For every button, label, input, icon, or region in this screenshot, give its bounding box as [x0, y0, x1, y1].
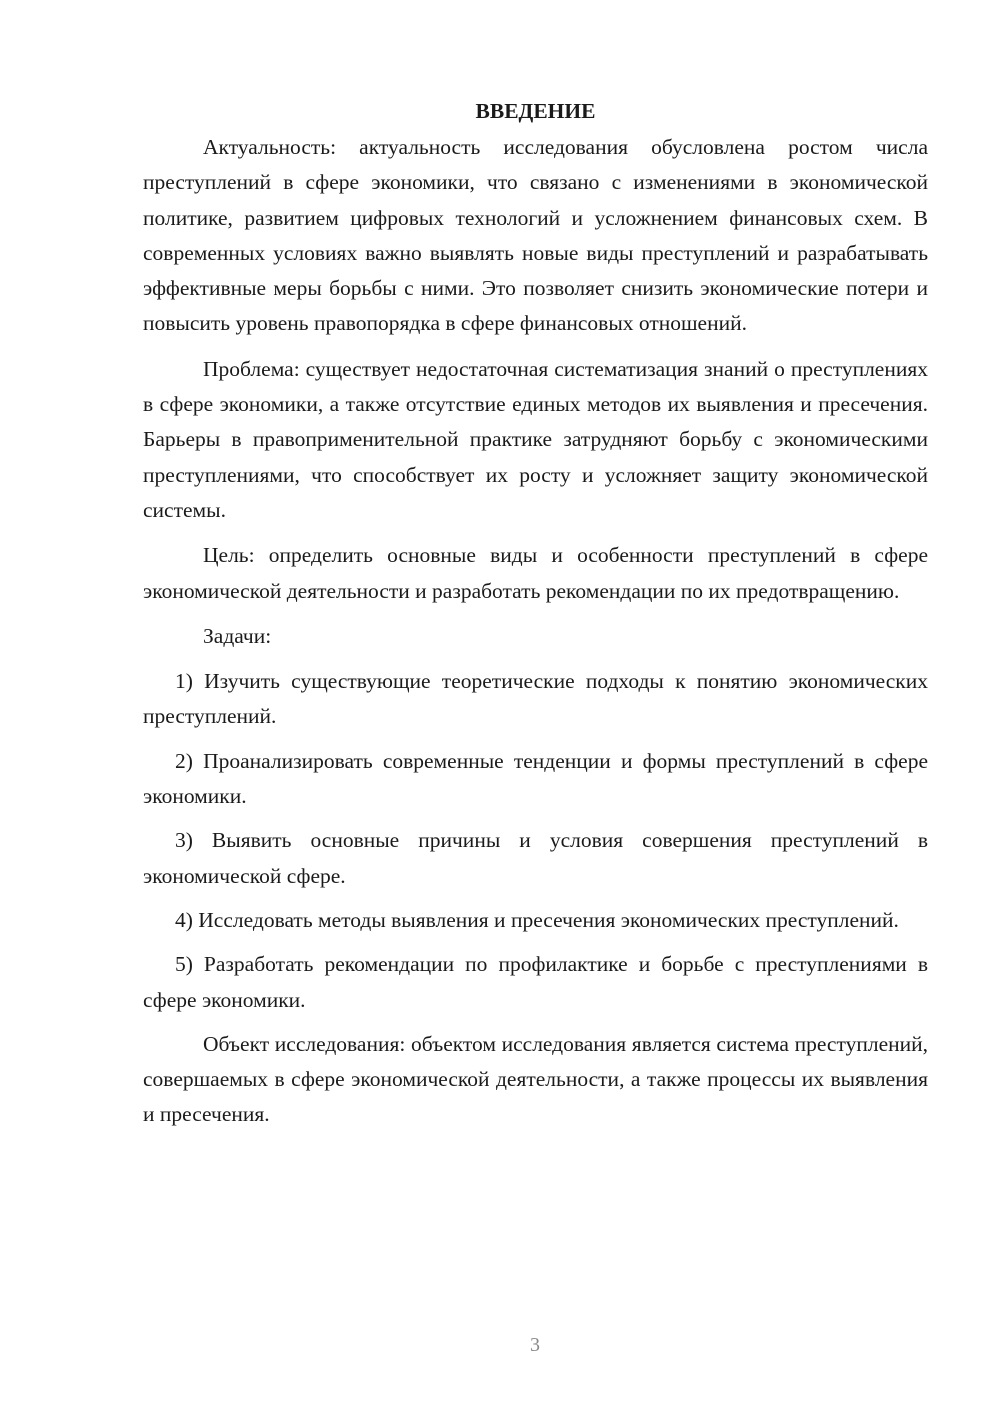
section-title: ВВЕДЕНИЕ — [475, 99, 596, 123]
list-item: 3) Выявить основные причины и условия совершения преступлений в экономической сфере. — [143, 828, 928, 888]
list-item: 5) Разработать рекомендации по профилактике и борьбе с преступлениями в сфере экономики. — [143, 952, 928, 1012]
relevance-paragraph: Актуальность: актуальность исследования обусловлена ростом числа преступлений в сфере экономики, что связано с изменениями в экономической политике, развитием цифровых технологий и усложнением финансовых схем. В современных условиях важно выявлять новые виды преступлений и разрабатывать эффективные меры борьбы с ними. Это позволяет снизить экономические потери и повысить уровень правопорядка в сфере финансовых отношений. — [143, 135, 928, 336]
list-item: 4) Исследовать методы выявления и пресечения экономических преступлений. — [175, 907, 899, 932]
tasks-list — [143, 664, 928, 1018]
goal-paragraph: Цель: определить основные виды и особенности преступлений в сфере экономической деятельности и разработать рекомендации по их предотвращению. — [143, 543, 928, 603]
document-page — [143, 96, 928, 1143]
object-paragraph: Объект исследования: объектом исследования является система преступлений, совершаемых в сфере экономической деятельности, а также процессы их выявления и пресечения. — [143, 1031, 928, 1127]
list-item: 1) Изучить существующие теоретические подходы к понятию экономических преступлений. — [143, 669, 928, 729]
problem-paragraph: Проблема: существует недостаточная систематизация знаний о преступлениях в сфере экономики, а также отсутствие единых методов их выявления и пресечения. Барьеры в правоприменительной практике затрудняют борьбу с экономическими преступлениями, что способствует их росту и усложняет защиту экономической системы. — [143, 356, 928, 522]
page-number: 3 — [530, 1334, 540, 1356]
tasks-heading: Задачи: — [203, 623, 272, 648]
list-item: 2) Проанализировать современные тенденции и формы преступлений в сфере экономики. — [143, 748, 928, 809]
